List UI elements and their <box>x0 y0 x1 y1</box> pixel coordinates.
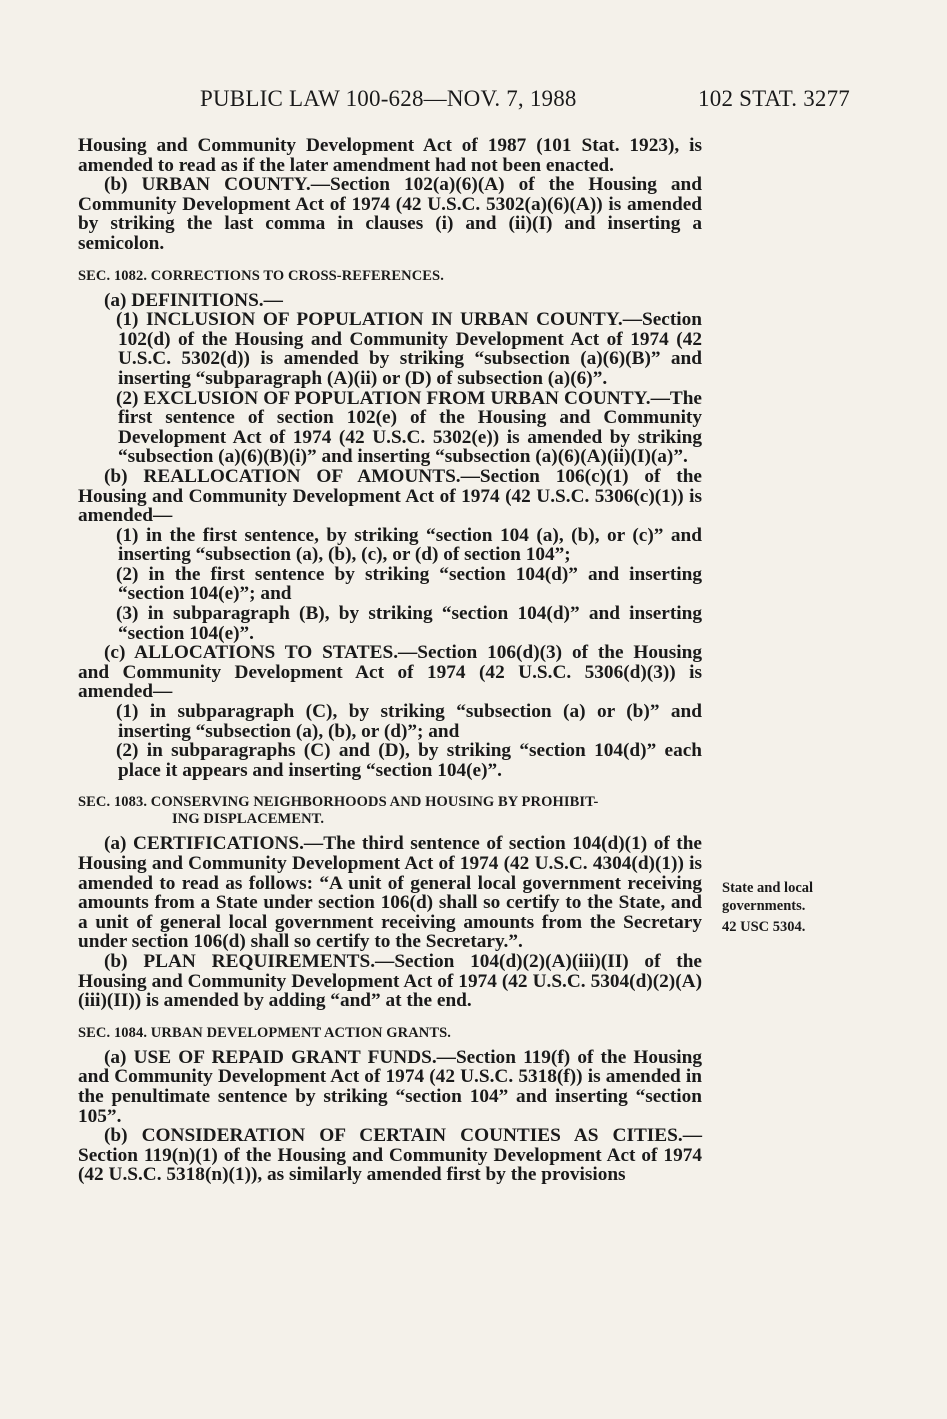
clause-allocations-2: (2) in subparagraphs (C) and (D), by striking “section 104(d)” each place it appears and inserting “section 104(e)”. <box>116 740 702 781</box>
section-heading-1082: SEC. 1082. CORRECTIONS TO CROSS-REFERENCES. <box>78 267 444 284</box>
clause-allocations-1: (1) in subparagraph (C), by striking “subsection (a) or (b)” and inserting “subsection (a), (b), or (d)”; and <box>116 701 702 742</box>
subsection-allocations-states: (c) ALLOCATIONS TO STATES.—Section 106(d)(3) of the Housing and Community Development Act of 1974 (42 U.S.C. 5306(d)(3)) is amended— <box>78 642 702 703</box>
paragraph-exclusion-population: (2) EXCLUSION OF POPULATION FROM URBAN COUNTY.—The first sentence of section 102(e) of the Housing and Community Development Act of 1974 (42 U.S.C. 5302(e)) is amended by striking “subsection (a)(6)(B)(i)” and inserting “subsection (a)(6)(A)(ii)(I)(a)”. <box>116 387 702 468</box>
header-stat-page: 102 STAT. 3277 <box>698 86 850 111</box>
margin-note <box>722 880 922 937</box>
clause-reallocation-1: (1) in the first sentence, by striking “section 104 (a), (b), or (c)” and inserting “subsection (a), (b), (c), or (d) of section 104”; <box>116 524 702 566</box>
subsection-counties-as-cities: (b) CONSIDERATION OF CERTAIN COUNTIES AS CITIES.—Section 119(n)(1) of the Housing and Community Development Act of 1974 (42 U.S.C. 5318(n)(1)), as similarly amended first by the provisions <box>78 1125 702 1186</box>
margin-note-line2: governments. <box>722 898 806 914</box>
clause-reallocation-2: (2) in the first sentence by striking “section 104(d)” and inserting “section 104(e)”; and <box>116 563 702 605</box>
paragraph-urban-county: (b) URBAN COUNTY.—Section 102(a)(6)(A) of the Housing and Community Development Act of 1974 (42 U.S.C. 5302(a)(6)(A)) is amended by striking the last comma in clauses (i) and (ii)(I) and inserting a semicolon. <box>78 174 702 254</box>
subsection-certifications: (a) CERTIFICATIONS.—The third sentence of section 104(d)(1) of the Housing and Community Development Act of 1974 (42 U.S.C. 4304(d)(1)) is amended to read as follows: “A unit of general local government receiving amounts from a State under section 106(d) shall so certify to the State, and a unit of general local government receiving amounts from the Secretary under section 106(d) shall so certify to the Secretary.”. <box>78 833 702 953</box>
paragraph-inclusion-population: (1) INCLUSION OF POPULATION IN URBAN COUNTY.—Section 102(d) of the Housing and Community Development Act of 1974 (42 U.S.C. 5302(d)) is amended by striking “subsection (a)(6)(B)” and inserting “subparagraph (A)(ii) or (D) of subsection (a)(6)”. <box>116 309 702 389</box>
section-heading-1083 <box>78 794 702 828</box>
section-heading-1083-line1: SEC. 1083. CONSERVING NEIGHBORHOODS AND HOUSING BY PROHIBIT- <box>78 794 599 811</box>
document-body <box>78 136 702 1185</box>
section-heading-1083-line2: ING DISPLACEMENT. <box>172 811 325 828</box>
clause-reallocation-3: (3) in subparagraph (B), by striking “section 104(d)” and inserting “section 104(e)”. <box>116 603 702 644</box>
subsection-reallocation: (b) REALLOCATION OF AMOUNTS.—Section 106(c)(1) of the Housing and Community Development Act of 1974 (42 U.S.C. 5306(c)(1)) is amended— <box>78 465 702 527</box>
subsection-repaid-grant-funds: (a) USE OF REPAID GRANT FUNDS.—Section 119(f) of the Housing and Community Development Act of 1974 (42 U.S.C. 5318(f)) is amended in the penultimate sentence by striking “section 104” and inserting “section 105”. <box>78 1046 702 1127</box>
paragraph-continuation: Housing and Community Development Act of 1987 (101 Stat. 1923), is amended to read as if the later amendment had not been enacted. <box>78 135 702 176</box>
margin-note-usc: 42 USC 5304. <box>722 919 806 935</box>
header-public-law: PUBLIC LAW 100-628—NOV. 7, 1988 <box>200 86 577 111</box>
section-heading-1084: SEC. 1084. URBAN DEVELOPMENT ACTION GRANTS. <box>78 1024 452 1041</box>
subsection-plan-requirements: (b) PLAN REQUIREMENTS.—Section 104(d)(2)(A)(iii)(II) of the Housing and Community Development Act of 1974 (42 U.S.C. 5304(d)(2)(A)(iii)(II)) is amended by adding “and” at the end. <box>78 950 702 1012</box>
margin-note-line1: State and local <box>722 880 814 896</box>
subsection-definitions: (a) DEFINITIONS.— <box>104 289 283 311</box>
